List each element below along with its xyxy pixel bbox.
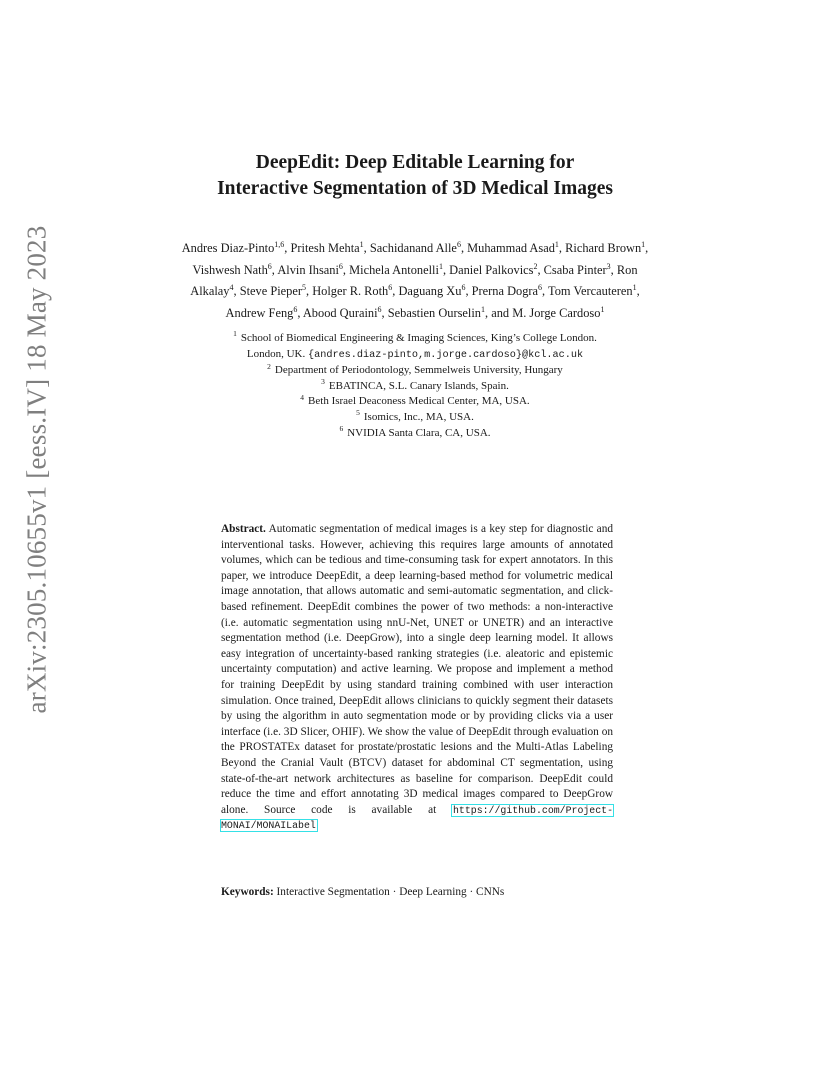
affiliation-list [170, 331, 660, 441]
author-name: Abood Quraini [302, 306, 378, 321]
abstract-body: Automatic segmentation of medical images is a key step for diagnostic and interventional tasks. However, achieving this requires large amounts of annotated volumes, which can be tedious and time-consuming task for expert annotators. In this paper, we introduce DeepEdit, a deep learning-based method for volumetric medical image annotation, that allows automatic and semi-automatic segmentation, and click-based refinement. DeepEdit combines the power of two methods: a non-interactive (i.e. automatic segmentation using nnU-Net, UNET or UNETR) and an interactive segmentation method (i.e. DeepGrow), into a single deep learning model. It allows easy integration of uncertainty-based ranking strategies (i.e. aleatoric and epistemic uncertainty computation) and active learning. We propose and implement a method for training DeepEdit by using standard training combined with user interaction simulation. Once trained, DeepEdit allows clinicians to quickly segment their datasets by using the algorithm in auto segmentation mode or by providing clicks via a user interface (i.e. 3D Slicer, OHIF). We show the value of DeepEdit through evaluation on the PROSTATEx dataset for prostate/prostatic lesions and the Multi-Atlas Labeling Beyond the Cranial Vault (BTCV) dataset for abdominal CT segmentation, using state-of-the-art network architectures as baseline for comparison. DeepEdit could reduce the time and effort annotating 3D medical images compared to DeepGrow alone. Source code is available at [221, 523, 613, 816]
author-affiliation-marker: 6 [267, 261, 272, 271]
author-name: Csaba Pinter [543, 262, 607, 277]
author-affiliation-marker: 1 [359, 240, 364, 249]
keywords [221, 885, 613, 901]
author-list: Andres Diaz-Pinto$^{1,6}$, Pritesh Mehta$^1$, Sachidanand Alle$^6$, Muhammad Asad$^1$, Richard Brown$^1$, Vishwesh Nath$^6$, Alvin Ihsani$^6$, Michela Antonelli$^1$, Daniel Palkovics$^2$, Csaba Pinter$^3$, Ron Alkalay$^4$, Steve Pieper$^5$, Holger R. Roth$^6$, Daguang Xu$^6$, Prerna Dogra$^6$, Tom Vercauteren$^1$, Andrew Feng$^6$, Abood Quraini$^6$, Sebastien Ourselin$^1$, and M. Jorge Cardoso$^1$ [181, 240, 649, 321]
author-emails: {andres.diaz-pinto,m.jorge.cardoso}@kcl.ac.uk [308, 349, 584, 361]
author-name: Andrew Feng [225, 306, 294, 321]
author-name: Michela Antonelli [349, 262, 439, 277]
keywords-text: Interactive Segmentation · Deep Learning · CNNs [276, 886, 505, 898]
author-name: Richard Brown [565, 241, 642, 256]
author-name: Daguang Xu [398, 284, 462, 299]
author-name: Tom Vercauteren [548, 284, 633, 299]
author-affiliation-marker: 1 [632, 283, 637, 293]
author-affiliation-marker: 5 [301, 283, 306, 293]
affiliation-5: $^5$ Isomics, Inc., MA, USA. [356, 408, 474, 423]
author-affiliation-marker: 3 [606, 261, 611, 271]
affiliation-3: $^3$ EBATINCA, S.L. Canary Islands, Spain. [321, 377, 509, 392]
author-affiliation-marker: 6 [377, 305, 382, 315]
paper-title [150, 150, 680, 202]
author-name: Daniel Palkovics [449, 262, 534, 277]
author-name: Steve Pieper [239, 284, 302, 299]
author-affiliation-marker: 1 [481, 305, 486, 315]
author-affiliation-marker: 1 [641, 240, 646, 249]
author-affiliation-marker: 6 [338, 261, 343, 271]
author-affiliation-marker: 1,6 [274, 240, 285, 249]
author-name: Sebastien Ourselin [387, 306, 482, 321]
author-affiliation-marker: 6 [456, 240, 461, 249]
affiliation-2: $^2$ Department of Periodontology, Semmelweis University, Hungary [267, 361, 563, 377]
abstract [221, 522, 613, 834]
author-name: Andres Diaz-Pinto [181, 241, 275, 256]
author-name: Ron Alkalay [190, 262, 638, 299]
author-affiliation-marker: 6 [293, 305, 298, 315]
author-name: Muhammad Asad [467, 241, 555, 256]
author-name: Holger R. Roth [312, 284, 389, 299]
author-affiliation-marker: 2 [533, 261, 538, 271]
affiliation-1-contact: London, UK. {andres.diaz-pinto,m.jorge.cardoso}@kcl.ac.uk [246, 347, 584, 361]
author-affiliation-marker: 1 [554, 240, 559, 249]
author-name: Prerna Dogra [471, 284, 539, 299]
author-name: Vishwesh Nath [192, 262, 268, 277]
affiliation-4: $^4$ Beth Israel Deaconess Medical Center, MA, USA. [300, 392, 530, 408]
author-affiliation-marker: 6 [388, 283, 393, 293]
keywords-label: Keywords: [221, 886, 274, 898]
author-affiliation-marker: 1 [438, 261, 443, 271]
author-name: M. Jorge Cardoso [512, 306, 601, 321]
affiliation-1: $^1$ School of Biomedical Engineering & Imaging Sciences, King’s College London. [233, 329, 597, 344]
affiliation-6: $^6$ NVIDIA Santa Clara, CA, USA. [339, 423, 491, 439]
source-code-link[interactable]: https://github.com/Project-MONAI/MONAILabel [221, 804, 614, 832]
abstract-label: Abstract. [221, 523, 266, 535]
arxiv-identifier-stamp [17, 225, 57, 713]
author-name: Sachidanand Alle [369, 241, 457, 256]
author-name: Alvin Ihsani [277, 262, 339, 277]
title-line-1: DeepEdit: Deep Editable Learning for [255, 152, 575, 173]
author-affiliation-marker: 4 [229, 283, 234, 293]
author-name: Pritesh Mehta [290, 241, 360, 256]
arxiv-stamp-text: arXiv:2305.10655v1 [eess.IV] 18 May 2023 [21, 225, 52, 713]
title-line-2: Interactive Segmentation of 3D Medical Images [217, 178, 613, 199]
author-affiliation-marker: 1 [600, 305, 605, 315]
author-affiliation-marker: 6 [538, 283, 543, 293]
author-affiliation-marker: 6 [461, 283, 466, 293]
